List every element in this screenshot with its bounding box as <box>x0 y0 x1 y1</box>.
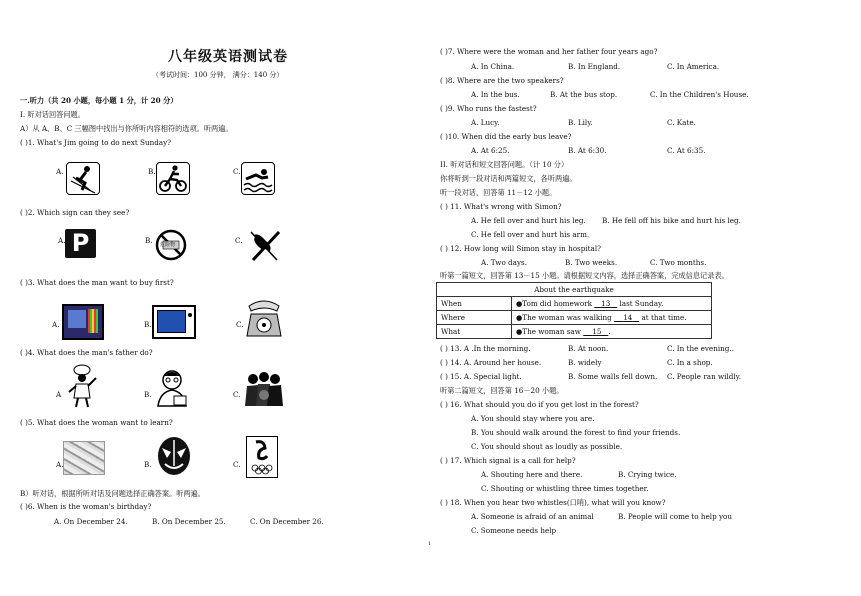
row-label: When <box>437 297 512 311</box>
chef-icon <box>66 364 100 408</box>
q18-option-c: C. Someone needs help <box>471 526 557 535</box>
q6-option-c: C. On December 26. <box>250 517 324 526</box>
question-9: ( )9. Who runs the fastest? <box>440 104 537 113</box>
option-label-a: A. <box>52 320 60 329</box>
page-title: 八年级英语测试卷 <box>168 49 288 65</box>
q13-option-c: C. In the evening.. <box>667 344 734 353</box>
row-content <box>512 297 712 311</box>
question-13: ( ) 13. A .In the morning. <box>440 344 531 353</box>
row-label: What <box>437 325 512 339</box>
page-number: 1 <box>428 541 432 547</box>
question-6: ( )6. When is the woman's birthday? <box>20 502 152 511</box>
q18-option-a: A. Someone is afraid of an animal <box>471 512 594 521</box>
option-label-c: C. <box>236 320 244 329</box>
option-label-c: C. <box>233 460 241 469</box>
passage2-note: 听第二篇短文，回答第 16－20 小题。 <box>440 386 564 395</box>
table-header-row <box>437 283 712 297</box>
q15-option-c: C. People ran wildly. <box>667 372 742 381</box>
sign-text: 危险物 <box>160 242 176 248</box>
answer-blank: 14 <box>623 313 633 322</box>
tv-set-icon <box>62 304 104 340</box>
question-1: ( )1. What's Jim going to do next Sunday? <box>20 138 172 147</box>
q14-option-b: B. widely <box>568 358 602 367</box>
q7-option-a: A. In China. <box>471 62 515 71</box>
question-10: ( )10. When did the early bus leave? <box>440 132 572 141</box>
painting-icon <box>63 441 105 475</box>
question-15: ( ) 15. A. Special light. <box>440 372 522 381</box>
q14-option-c: C. In a shop. <box>667 358 713 367</box>
table-row <box>437 325 712 339</box>
q12-option-a: A. Two days. <box>481 258 527 267</box>
q9-option-b: B. Lily. <box>568 118 593 127</box>
q16-option-c: C. You should shout as loudly as possible. <box>471 442 623 451</box>
skier-icon <box>66 162 100 195</box>
question-4: ( )4. What does the man's father do? <box>20 348 153 357</box>
dialog-note: 听一段对话，回答第 11－12 小题。 <box>440 188 557 197</box>
option-label-c: C. <box>233 390 241 399</box>
earthquake-table <box>436 282 712 339</box>
opera-mask-icon <box>157 436 191 476</box>
question-14: ( ) 14. A. Around her house. <box>440 358 542 367</box>
question-16: ( ) 16. What should you do if you get lost in the forest? <box>440 400 639 409</box>
partA-heading: A）从 A、B、C 三幅图中找出与你所听内容相符的选项。听两遍。 <box>20 124 233 133</box>
row-content <box>512 311 712 325</box>
row-text: ●The woman was walking <box>516 313 612 322</box>
option-label-c: C. <box>233 167 241 176</box>
q12-option-c: C. Two months. <box>650 258 707 267</box>
q17-option-b: B. Crying twice. <box>618 470 677 479</box>
exam-info: （考试时间：100 分钟， 满分：140 分） <box>152 71 284 79</box>
cyclist-icon <box>156 162 190 195</box>
question-18: ( ) 18. When you hear two whistles(口哨), what will you know? <box>440 498 666 507</box>
option-label-c: C. <box>235 236 243 245</box>
option-label-a: A. <box>58 236 66 245</box>
answer-blank: 13 <box>601 299 611 308</box>
partB-heading: B）听对话，根据所听对话及问题选择正确答案。听两遍。 <box>20 489 205 498</box>
q10-option-b: B. At 6:30. <box>568 146 607 155</box>
q8-option-c: C. In the Children's House. <box>650 90 749 99</box>
swimmer-icon <box>241 162 275 195</box>
question-11: ( ) 11. What's wrong with Simon? <box>440 202 562 211</box>
row-text: ●Tom did homework <box>516 299 593 308</box>
q15-option-b: B. Some walls fell down. <box>568 372 658 381</box>
doctor-icon <box>154 368 190 408</box>
section1-header: 一.听力（共 20 小题，每小题 1 分，计 20 分） <box>20 96 178 105</box>
option-label-b: B. <box>144 460 152 469</box>
table-row <box>437 297 712 311</box>
row-text: at that time. <box>641 313 687 322</box>
q7-option-c: C. In America. <box>667 62 720 71</box>
q11-option-b: B. He fell off his bike and hurt his leg. <box>602 216 741 225</box>
passage1-note: 听第一篇短文，回答第 13－15 小题。请根据短文内容，选择正确答案，完成信息记录表。 <box>440 271 729 280</box>
q9-option-a: A. Lucy. <box>471 118 500 127</box>
q11-option-a: A. He fell over and hurt his leg. <box>471 216 586 225</box>
telephone-icon <box>245 296 283 338</box>
option-label-b: B. <box>144 320 152 329</box>
q17-option-c: C. Shouting or whistling three times together. <box>481 484 649 493</box>
q10-option-a: A. At 6:25. <box>471 146 510 155</box>
table-header: About the earthquake <box>437 283 712 297</box>
q7-option-b: B. In England. <box>568 62 621 71</box>
part2-heading: II. 听对话和短文回答问题。（计 10 分） <box>440 160 569 169</box>
option-label-b: B. <box>144 390 152 399</box>
q13-option-b: B. At noon. <box>568 344 609 353</box>
band-icon <box>243 370 285 408</box>
question-12: ( ) 12. How long will Simon stay in hospital? <box>440 244 601 253</box>
option-label-b: B. <box>145 236 153 245</box>
question-7: ( )7. Where were the woman and her father four years ago? <box>440 47 658 56</box>
television-icon <box>152 305 196 339</box>
option-label-a: A. <box>56 167 64 176</box>
q18-option-b: B. People will come to help you <box>618 512 733 521</box>
answer-blank: 15 <box>592 327 602 336</box>
row-content <box>512 325 712 339</box>
row-text: . <box>608 327 611 336</box>
option-label-b: B. <box>148 167 156 176</box>
table-row <box>437 311 712 325</box>
question-3: ( )3. What does the man want to buy first? <box>20 278 174 287</box>
q17-option-a: A. Shouting here and there. <box>481 470 583 479</box>
option-label-a: A <box>56 390 62 399</box>
q16-option-a: A. You should stay where you are. <box>471 414 595 423</box>
q8-option-b: B. At the bus stop. <box>550 90 618 99</box>
question-5: ( )5. What does the woman want to learn? <box>20 418 173 427</box>
part1-heading: I. 听对话回答问题。 <box>20 110 85 119</box>
q9-option-c: C. Kate. <box>667 118 696 127</box>
q12-option-b: B. Two weeks. <box>565 258 618 267</box>
q8-option-a: A. In the bus. <box>471 90 520 99</box>
olympic-emblem-icon <box>246 436 278 478</box>
question-8: ( )8. Where are the two speakers? <box>440 76 564 85</box>
part2-note: 你将听到一段对话和两篇短文，各听两遍。 <box>440 174 577 183</box>
row-label: Where <box>437 311 512 325</box>
question-2: ( )2. Which sign can they see? <box>20 208 130 217</box>
q11-option-c: C. He fell over and hurt his arm. <box>471 230 590 239</box>
no-phone-icon <box>247 228 283 263</box>
no-dangerous-goods-icon <box>155 229 187 261</box>
q6-option-b: B. On December 25. <box>152 517 226 526</box>
q16-option-b: B. You should walk around the forest to find your friends. <box>471 428 681 437</box>
question-17: ( ) 17. Which signal is a call for help? <box>440 456 576 465</box>
parking-sign-icon: P <box>65 229 96 258</box>
q10-option-c: C. At 6:35. <box>667 146 706 155</box>
option-label-a: A. <box>56 460 64 469</box>
row-text: last Sunday. <box>619 299 664 308</box>
row-text: ●The woman saw <box>516 327 581 336</box>
q6-option-a: A. On December 24. <box>54 517 128 526</box>
